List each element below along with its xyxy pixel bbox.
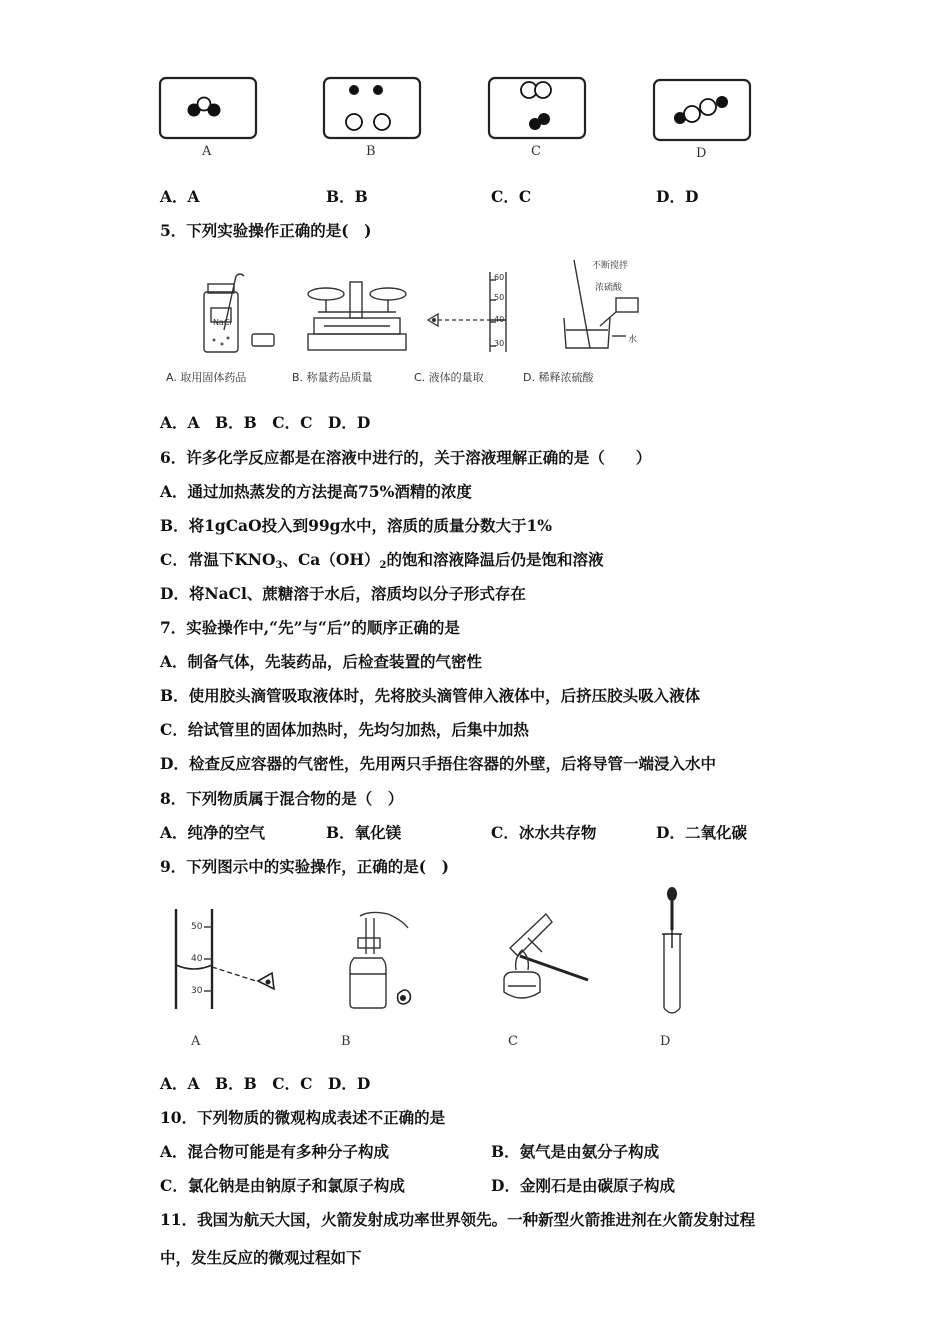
q4-label-d: D [696, 146, 707, 161]
q5-tick-30: 30 [494, 339, 505, 348]
q5-label-stir: 不断搅拌 [592, 261, 629, 271]
q7-option-b: B．使用胶头滴管吸取液体时，先将胶头滴管伸入液体中，后挤压胶头吸入液体 [160, 686, 701, 705]
q5-figure-a-nacl: NaCl [213, 318, 232, 327]
q4-option-d: D．D [656, 187, 699, 206]
q6-option-a: A．通过加热蒸发的方法提高75%酒精的浓度 [160, 482, 472, 501]
q5-caption-c: C. 液体的量取 [414, 371, 484, 384]
q9-tick-50: 50 [191, 922, 203, 932]
q5-caption-d: D. 稀释浓硫酸 [523, 371, 594, 384]
q4-label-c: C [531, 144, 541, 159]
q9-label-b: B [341, 1034, 351, 1049]
q11-line-2: 中，发生反应的微观过程如下 [160, 1248, 362, 1267]
q9-label-a: A [191, 1034, 201, 1049]
q4-option-b: B．B [326, 187, 368, 206]
q4-label-a: A [202, 144, 212, 159]
q9-label-d: D [660, 1034, 671, 1049]
q5-figure-b-balance [304, 278, 412, 358]
q5-figure-c-cylinder [424, 270, 524, 360]
q8-stem: 8．下列物质属于混合物的是（ ） [160, 789, 404, 808]
q10-option-c: C．氯化钠是由钠原子和氯原子构成 [160, 1176, 405, 1195]
q5-caption-a: A. 取用固体药品 [166, 371, 247, 384]
q4-option-c: C．C [491, 187, 532, 206]
q6-option-c: C．常温下$KNO_3$、$Ca(OH)_2$的饱和溶液降温后仍是饱和溶液 [160, 550, 604, 571]
q6-option-d: D．将NaCl、蔗糖溶于水后，溶质均以分子形式存在 [160, 584, 526, 603]
q4-diagram-a [158, 76, 258, 142]
q11-line-1: 11．我国为航天大国，火箭发射成功率世界领先。一种新型火箭推进剂在火箭发射过程 [160, 1210, 756, 1229]
q10-option-d: D．金刚石是由碳原子构成 [491, 1176, 675, 1195]
q9-figure-d-dropper [650, 886, 700, 1020]
q8-option-d: D．二氧化碳 [656, 823, 747, 842]
q6-stem: 6．许多化学反应都是在溶液中进行的，关于溶液理解正确的是（ ） [160, 448, 652, 467]
q4-label-b: B [366, 144, 376, 159]
q9-options: A．A B．B C．C D．D [160, 1074, 371, 1093]
q9-figure-b-bottle [340, 908, 420, 1014]
q5-caption-b: B. 称量药品质量 [292, 371, 373, 384]
q4-diagram-d [652, 78, 752, 144]
q7-option-a: A．制备气体，先装药品，后检查装置的气密性 [160, 652, 483, 671]
q8-option-b: B．氧化镁 [326, 823, 402, 842]
q5-tick-40: 40 [494, 315, 505, 324]
q5-figure-a-jar [196, 272, 286, 362]
q9-tick-30: 30 [191, 986, 203, 996]
q8-option-c: C．冰水共存物 [491, 823, 597, 842]
q5-options: A．A B．B C．C D．D [160, 413, 371, 432]
q6-option-b: B．将1gCaO投入到99g水中，溶质的质量分数大于1% [160, 516, 553, 535]
q9-tick-40: 40 [191, 954, 203, 964]
q7-option-d: D．检查反应容器的气密性，先用两只手捂住容器的外壁，后将导管一端浸入水中 [160, 754, 716, 773]
q5-tick-60: 60 [494, 273, 505, 282]
q7-option-c: C．给试管里的固体加热时，先均匀加热，后集中加热 [160, 720, 529, 739]
q4-option-a: A．A [160, 187, 200, 206]
q9-figure-c-heating [496, 910, 596, 1010]
q9-label-c: C [508, 1034, 518, 1049]
q5-label-acid: 浓硫酸 [595, 283, 623, 293]
q7-stem: 7．实验操作中,“先”与“后”的顺序正确的是 [160, 618, 460, 637]
q10-stem: 10．下列物质的微观构成表述不正确的是 [160, 1108, 446, 1127]
q9-stem: 9．下列图示中的实验操作，正确的是( ) [160, 857, 449, 876]
q4-diagram-c [487, 76, 587, 142]
q10-option-b: B．氨气是由氨分子构成 [491, 1142, 660, 1161]
q5-label-water: 水 [628, 335, 638, 345]
q8-option-a: A．纯净的空气 [160, 823, 266, 842]
q9-figure-a-cylinder [168, 905, 288, 1015]
q10-option-a: A．混合物可能是有多种分子构成 [160, 1142, 390, 1161]
q4-diagram-b [322, 76, 422, 142]
q5-tick-50: 50 [494, 293, 505, 302]
q5-stem: 5．下列实验操作正确的是( ) [160, 221, 372, 240]
